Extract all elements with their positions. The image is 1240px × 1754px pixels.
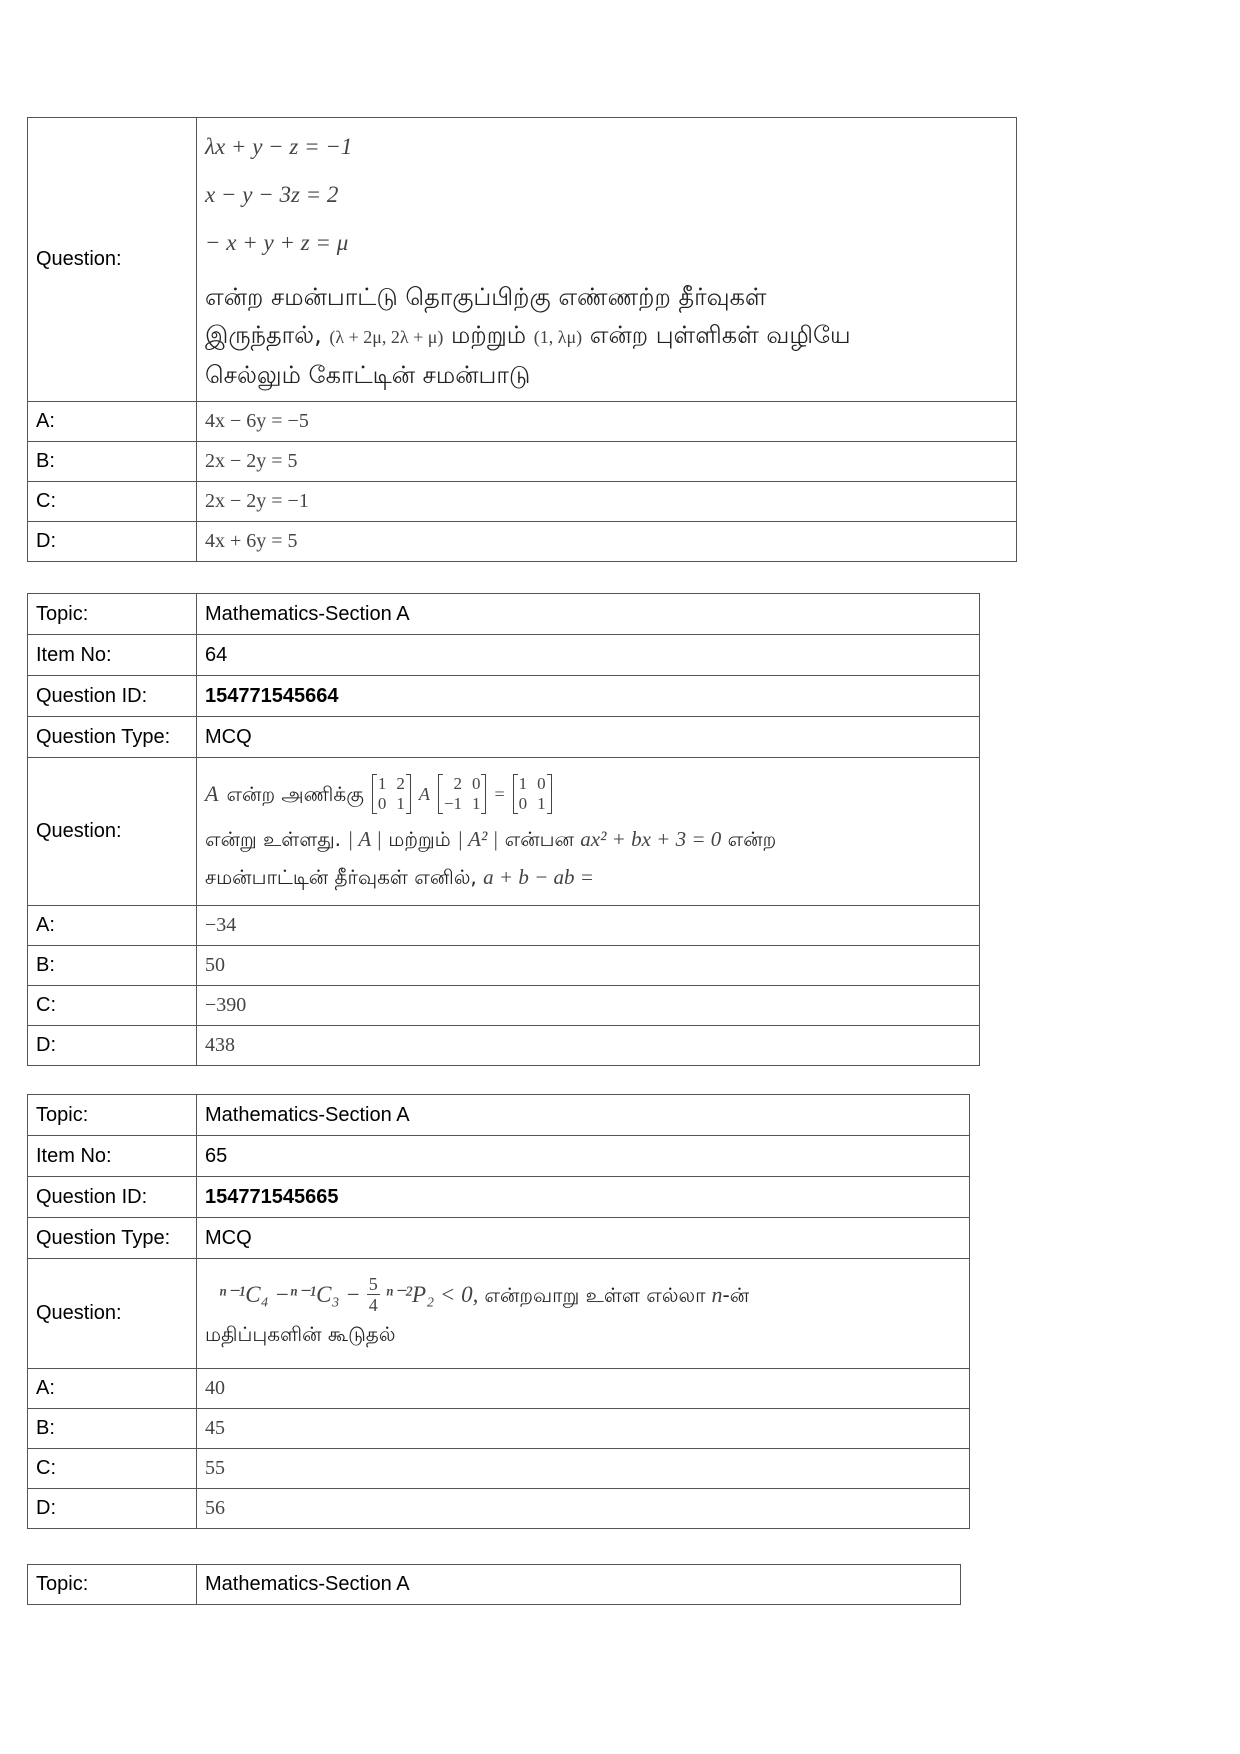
question-text-line-1	[219, 1274, 961, 1315]
equation-2: x − y − 3z = 2	[205, 181, 339, 207]
question-id-label: Question ID:	[28, 1177, 197, 1218]
question-type-value: MCQ	[197, 717, 980, 758]
question-table-64	[27, 593, 980, 1066]
matrix-cell: 0	[377, 793, 387, 813]
question-content	[197, 758, 980, 906]
matrix-cell: 0	[471, 773, 481, 793]
matrix-cell: −1	[443, 793, 462, 813]
option-label-b: B:	[28, 1409, 197, 1449]
question-text-line-3: செல்லும் கோட்டின் சமன்பாடு	[205, 360, 531, 389]
equation-3: − x + y + z = μ	[205, 229, 349, 255]
option-label-a: A:	[28, 906, 197, 946]
question-text-line-1: என்ற சமன்பாட்டு தொகுப்பிற்கு எண்ணற்ற தீர்வுகள்	[205, 282, 767, 311]
option-value-b: 45	[197, 1409, 970, 1449]
option-value-b: 2x − 2y = 5	[197, 442, 1017, 482]
option-label-d: D:	[28, 522, 197, 562]
matrix-cell: 0	[518, 793, 528, 813]
equation-1: λx + y − z = −1	[205, 133, 353, 159]
text-segment: இருந்தால்,	[205, 320, 322, 349]
equals-sign: =	[494, 783, 505, 804]
matrix-cell: 0	[537, 773, 546, 793]
question-label: Question:	[28, 758, 197, 906]
option-label-c: C:	[28, 1449, 197, 1489]
option-label-c: C:	[28, 482, 197, 522]
option-value-d: 438	[197, 1026, 980, 1066]
text-segment: என்ற அணிக்கு	[226, 781, 364, 806]
question-table-63	[27, 117, 1017, 562]
matrix-cell: 1	[471, 793, 481, 813]
option-value-b: 50	[197, 946, 980, 986]
question-text-line-1	[205, 774, 971, 814]
option-value-c: −390	[197, 986, 980, 1026]
matrix-cell: 2	[396, 773, 405, 793]
matrix-cell: 1	[377, 773, 387, 793]
option-label-b: B:	[28, 442, 197, 482]
point-1: (λ + 2μ, 2λ + μ)	[329, 326, 444, 347]
text-segment: என்றவாறு உள்ள எல்லா	[484, 1282, 706, 1307]
question-text-line-2: மதிப்புகளின் கூடுதல்	[205, 1322, 396, 1346]
question-text-line-2	[205, 820, 971, 858]
text-segment: -ன்	[722, 1282, 750, 1307]
matrix-3	[513, 774, 552, 814]
item-no-label: Item No:	[28, 1136, 197, 1177]
question-content	[197, 1259, 970, 1369]
item-no-value: 64	[197, 635, 980, 676]
option-label-a: A:	[28, 1369, 197, 1409]
topic-value: Mathematics-Section A	[197, 1565, 961, 1605]
option-value-c: 55	[197, 1449, 970, 1489]
text-segment: என்ற புள்ளிகள் வழியே	[589, 320, 851, 349]
question-type-label: Question Type:	[28, 717, 197, 758]
determinant-a: | A |	[347, 826, 382, 851]
variable-n: n	[711, 1281, 723, 1307]
matrix-cell: 1	[537, 793, 546, 813]
quadratic-equation: ax² + bx + 3 = 0	[580, 826, 722, 851]
determinant-a-squared: | A² |	[457, 826, 499, 851]
option-value-a: −34	[197, 906, 980, 946]
matrix-symbol: A	[418, 783, 430, 804]
question-content	[197, 118, 1017, 402]
fraction-denominator: 4	[368, 1295, 378, 1315]
question-table-65	[27, 1094, 970, 1529]
question-label: Question:	[28, 1259, 197, 1369]
matrix-symbol: A	[205, 780, 219, 806]
topic-label: Topic:	[28, 594, 197, 635]
matrix-2	[438, 774, 487, 814]
matrix-1	[372, 774, 411, 814]
question-label: Question:	[28, 118, 197, 402]
option-value-d: 4x + 6y = 5	[197, 522, 1017, 562]
option-value-a: 4x − 6y = −5	[197, 402, 1017, 442]
option-value-a: 40	[197, 1369, 970, 1409]
item-no-value: 65	[197, 1136, 970, 1177]
topic-label: Topic:	[28, 1565, 197, 1605]
question-text-line-2	[205, 316, 1008, 356]
question-type-value: MCQ	[197, 1218, 970, 1259]
fraction-numerator: 5	[368, 1274, 378, 1294]
option-label-d: D:	[28, 1026, 197, 1066]
option-label-a: A:	[28, 402, 197, 442]
option-value-d: 56	[197, 1489, 970, 1529]
question-text-line-3	[205, 858, 971, 896]
expression: a + b − ab =	[483, 864, 594, 889]
option-label-c: C:	[28, 986, 197, 1026]
topic-value: Mathematics-Section A	[197, 594, 980, 635]
text-segment: சமன்பாட்டின் தீர்வுகள் எனில்,	[205, 864, 477, 889]
option-value-c: 2x − 2y = −1	[197, 482, 1017, 522]
inequality-right: ⁿ⁻²P₂ < 0,	[385, 1281, 479, 1307]
question-id-label: Question ID:	[28, 676, 197, 717]
topic-value: Mathematics-Section A	[197, 1095, 970, 1136]
text-segment: என்று உள்ளது.	[205, 826, 342, 851]
inequality-left: ⁿ⁻¹C₄ −ⁿ⁻¹C₃ −	[219, 1281, 361, 1307]
text-segment: என்பன	[504, 826, 574, 851]
topic-label: Topic:	[28, 1095, 197, 1136]
matrix-cell: 2	[453, 773, 462, 793]
question-text	[205, 278, 1008, 394]
matrix-cell: 1	[518, 773, 528, 793]
option-label-b: B:	[28, 946, 197, 986]
text-segment: மற்றும்	[451, 320, 527, 349]
question-table-66	[27, 1564, 961, 1605]
text-segment: மற்றும்	[388, 826, 451, 851]
fraction-five-fourths	[367, 1274, 380, 1315]
question-id-value: 154771545664	[197, 676, 980, 717]
question-id-value: 154771545665	[197, 1177, 970, 1218]
question-type-label: Question Type:	[28, 1218, 197, 1259]
matrix-cell: 1	[396, 793, 405, 813]
text-segment: என்ற	[727, 826, 777, 851]
item-no-label: Item No:	[28, 635, 197, 676]
option-label-d: D:	[28, 1489, 197, 1529]
point-2: (1, λμ)	[533, 326, 583, 347]
